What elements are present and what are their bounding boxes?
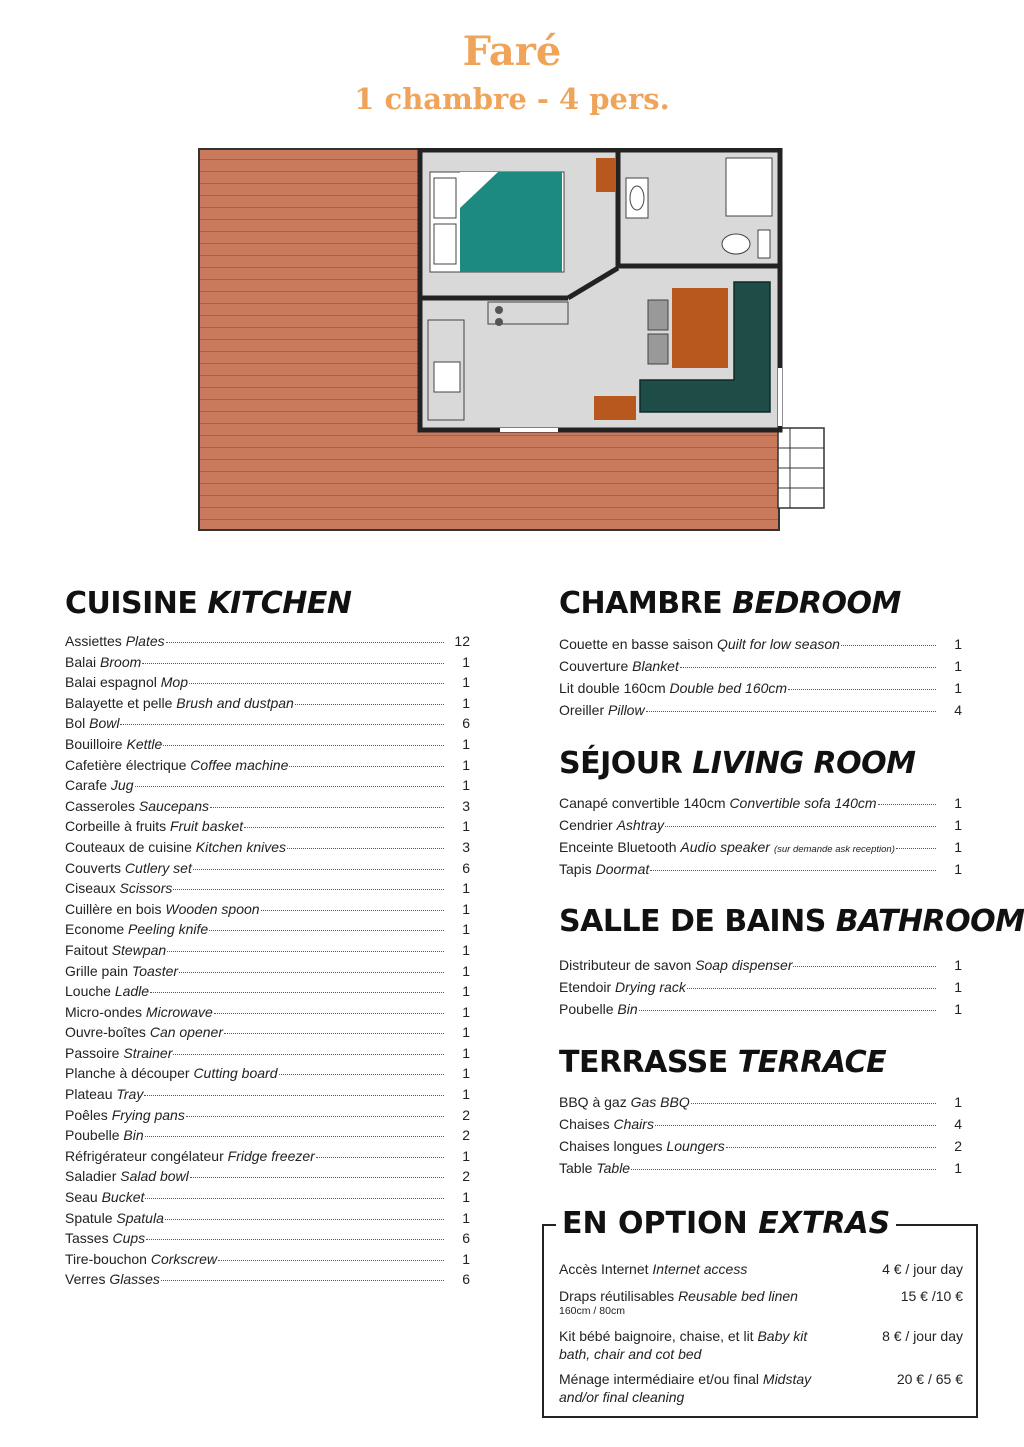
- dot-leader: [224, 1032, 444, 1034]
- item-label-en: Frying pans: [111, 1106, 185, 1123]
- dot-leader: [295, 703, 444, 705]
- extras-price: 20 € / 65 €: [896, 1371, 963, 1387]
- item-note: (sur demande ask reception): [773, 844, 895, 855]
- item-quantity: 1: [462, 1024, 470, 1041]
- item-label-fr: Etendoir: [559, 979, 612, 995]
- item-label-fr: Lit double 160cm: [559, 680, 666, 696]
- dot-leader: [167, 950, 444, 952]
- item-quantity: 1: [954, 658, 962, 674]
- terrace-title-en: TERRACE: [737, 1045, 887, 1080]
- item-quantity: 1: [954, 839, 962, 855]
- item-label-fr: Réfrigérateur congélateur: [65, 1147, 224, 1164]
- item-quantity: 1: [462, 818, 470, 835]
- item-label-fr: Corbeille à fruits: [65, 818, 167, 835]
- list-item: [65, 734, 470, 755]
- item-label-fr: Cafetière électrique: [65, 756, 187, 773]
- kitchen-title-en: KITCHEN: [207, 586, 352, 621]
- bathroom-title-fr: SALLE DE BAINS: [559, 904, 826, 939]
- item-quantity: 1: [954, 861, 962, 877]
- dot-leader: [163, 744, 444, 746]
- item-label-fr: Bouilloire: [65, 735, 123, 752]
- item-quantity: 1: [954, 795, 962, 811]
- list-item: [65, 1208, 470, 1229]
- item-label-en: Cutting board: [193, 1065, 278, 1082]
- dot-leader: [650, 869, 936, 871]
- item-quantity: 1: [954, 1094, 962, 1110]
- item-quantity: 2: [462, 1168, 470, 1185]
- dot-leader: [186, 1115, 444, 1117]
- item-label-fr: Saladier: [65, 1168, 117, 1185]
- list-item: [559, 998, 962, 1020]
- list-item: [65, 1002, 470, 1023]
- bathroom-list: [559, 954, 962, 1020]
- extras-price: 8 € / jour day: [882, 1328, 963, 1344]
- item-label-en: Gas BBQ: [630, 1094, 690, 1110]
- item-quantity: 1: [462, 674, 470, 691]
- item-label-fr: Passoire: [65, 1044, 120, 1061]
- dot-leader: [680, 666, 936, 668]
- item-label-en: Loungers: [666, 1138, 725, 1154]
- item-quantity: 1: [462, 653, 470, 670]
- item-quantity: 1: [954, 957, 962, 973]
- list-item: [65, 940, 470, 961]
- dot-leader: [193, 868, 444, 870]
- item-label-en: Toaster: [131, 962, 179, 979]
- item-quantity: 1: [462, 1086, 470, 1103]
- item-label-en: Scissors: [119, 880, 173, 897]
- dot-leader: [691, 1102, 936, 1104]
- living-title: [559, 746, 915, 781]
- dot-leader: [150, 991, 444, 993]
- bedroom-title-en: BEDROOM: [732, 586, 901, 621]
- item-label-fr: Tire-bouchon: [65, 1250, 147, 1267]
- item-label-en: Corkscrew: [150, 1250, 217, 1267]
- item-label-en: Salad bowl: [120, 1168, 189, 1185]
- item-label-fr: BBQ à gaz: [559, 1094, 627, 1110]
- extras-price: 15 € /10 €: [900, 1288, 963, 1304]
- item-label-en: Kitchen knives: [195, 838, 287, 855]
- item-label-fr: Micro-ondes: [65, 1003, 143, 1020]
- dot-leader: [655, 1124, 936, 1126]
- item-label-en: Fridge freezer: [227, 1147, 315, 1164]
- item-label-fr: Econome: [65, 921, 125, 938]
- item-label-en: Convertible sofa 140cm: [729, 795, 877, 811]
- dot-leader: [173, 1053, 444, 1055]
- list-item: [559, 633, 962, 655]
- dot-leader: [146, 1238, 444, 1240]
- item-label-fr: Ouvre-boîtes: [65, 1024, 146, 1041]
- item-label-fr: Cuillère en bois: [65, 900, 162, 917]
- item-label-en: Wooden spoon: [165, 900, 260, 917]
- list-item: [65, 1228, 470, 1249]
- item-label-en: Quilt for low season: [717, 636, 840, 652]
- kitchen-list: [65, 631, 470, 1290]
- dot-leader: [289, 765, 444, 767]
- dot-leader: [631, 1168, 936, 1170]
- dot-leader: [173, 888, 444, 890]
- item-quantity: 1: [462, 756, 470, 773]
- item-label-en: Doormat: [595, 861, 650, 877]
- list-item: [65, 1146, 470, 1167]
- item-quantity: 1: [462, 962, 470, 979]
- living-list: [559, 792, 962, 880]
- item-label-en: Kettle: [126, 735, 163, 752]
- item-label-en: Stewpan: [111, 941, 167, 958]
- item-label-en: Microwave: [145, 1003, 213, 1020]
- item-label-en: Spatula: [116, 1209, 164, 1226]
- item-label-fr: Cendrier: [559, 817, 613, 833]
- list-item: [559, 699, 962, 721]
- item-label-fr: Planche à découper: [65, 1065, 190, 1082]
- list-item: [65, 1022, 470, 1043]
- dot-leader: [639, 1009, 936, 1011]
- list-item: [65, 796, 470, 817]
- list-item: [65, 693, 470, 714]
- item-label-en: Brush and dustpan: [176, 694, 294, 711]
- list-item: [65, 878, 470, 899]
- item-label-en: Soap dispenser: [695, 957, 793, 973]
- dot-leader: [896, 847, 936, 849]
- dot-leader: [214, 1012, 444, 1014]
- list-item: [559, 954, 962, 976]
- terrace-list: [559, 1091, 962, 1179]
- item-quantity: 1: [462, 921, 470, 938]
- dot-leader: [145, 1197, 444, 1199]
- list-item: [559, 1135, 962, 1157]
- dot-leader: [244, 826, 444, 828]
- item-label-en: Jug: [110, 777, 134, 794]
- item-label-fr: Couette en basse saison: [559, 636, 714, 652]
- item-label-fr: Ciseaux: [65, 880, 116, 897]
- item-quantity: 6: [462, 859, 470, 876]
- item-label-fr: Couverts: [65, 859, 122, 876]
- item-label-en: Ashtray: [616, 817, 665, 833]
- list-item: [65, 816, 470, 837]
- item-label-fr: Poubelle: [65, 1127, 120, 1144]
- list-item: [65, 961, 470, 982]
- list-item: [65, 631, 470, 652]
- dot-leader: [841, 644, 936, 646]
- item-quantity: 6: [462, 715, 470, 732]
- dot-leader: [142, 662, 444, 664]
- item-quantity: 2: [954, 1138, 962, 1154]
- item-quantity: 3: [462, 797, 470, 814]
- list-item: [65, 652, 470, 673]
- dot-leader: [646, 710, 936, 712]
- item-label-en: Fruit basket: [170, 818, 244, 835]
- dot-leader: [190, 1176, 444, 1178]
- living-title-en: LIVING ROOM: [692, 746, 916, 781]
- list-item: [559, 1113, 962, 1135]
- item-quantity: 1: [462, 694, 470, 711]
- item-quantity: 1: [462, 1189, 470, 1206]
- item-quantity: 1: [954, 680, 962, 696]
- item-label-fr: Poêles: [65, 1106, 108, 1123]
- list-item: [559, 814, 962, 836]
- list-item: [559, 792, 962, 814]
- item-label-fr: Distributeur de savon: [559, 957, 692, 973]
- item-label-fr: Grille pain: [65, 962, 129, 979]
- page-subtitle: 1 chambre - 4 pers.: [354, 82, 670, 116]
- item-quantity: 1: [462, 1044, 470, 1061]
- item-quantity: 2: [462, 1106, 470, 1123]
- item-label-en: Mop: [160, 674, 188, 691]
- terrace-title-fr: TERRASSE: [559, 1045, 728, 1080]
- item-label-fr: Faitout: [65, 941, 108, 958]
- item-quantity: 1: [462, 777, 470, 794]
- item-quantity: 4: [954, 702, 962, 718]
- list-item: [65, 858, 470, 879]
- kitchen-title: [65, 586, 351, 621]
- item-label-fr: Balai: [65, 653, 97, 670]
- list-item: [559, 677, 962, 699]
- item-label-fr: Tapis: [559, 861, 592, 877]
- item-label-en: Broom: [100, 653, 142, 670]
- extras-item: Draps réutilisables Reusable bed linen 160cm / 80cm 15 € /10 €: [559, 1288, 963, 1317]
- item-label-en: Bucket: [101, 1189, 145, 1206]
- item-label-en: Audio speaker: [680, 839, 770, 855]
- item-label-en: Glasses: [109, 1271, 160, 1288]
- list-item: [65, 1249, 470, 1270]
- item-label-fr: Louche: [65, 983, 111, 1000]
- item-quantity: 1: [462, 941, 470, 958]
- list-item: [65, 837, 470, 858]
- item-label-en: Cups: [112, 1230, 146, 1247]
- item-label-en: Chairs: [613, 1116, 654, 1132]
- dot-leader: [687, 987, 936, 989]
- item-label-en: Saucepans: [138, 797, 209, 814]
- item-label-fr: Chaises: [559, 1116, 610, 1132]
- dot-leader: [788, 688, 936, 690]
- item-quantity: 1: [462, 900, 470, 917]
- item-label-fr: Spatule: [65, 1209, 113, 1226]
- item-quantity: 12: [454, 633, 470, 649]
- dot-leader: [144, 1094, 444, 1096]
- extras-title: [556, 1206, 896, 1241]
- item-label-en: Table: [596, 1160, 631, 1176]
- item-label-fr: Oreiller: [559, 702, 605, 718]
- extras-item: Kit bébé baignoire, chaise, et lit Baby kit bath, chair and cot bed 8 € / jour day: [559, 1328, 963, 1362]
- item-label-en: Plates: [125, 633, 165, 649]
- item-label-fr: Bol: [65, 715, 86, 732]
- extras-price: 4 € / jour day: [882, 1261, 963, 1277]
- item-quantity: 3: [462, 838, 470, 855]
- dot-leader: [878, 803, 936, 805]
- list-item: [65, 713, 470, 734]
- item-quantity: 1: [462, 1209, 470, 1226]
- item-quantity: 1: [462, 1065, 470, 1082]
- item-quantity: 6: [462, 1271, 470, 1288]
- item-label-fr: Seau: [65, 1189, 98, 1206]
- list-item: [65, 1125, 470, 1146]
- extras-title-en: EXTRAS: [758, 1206, 891, 1241]
- item-label-en: Drying rack: [615, 979, 686, 995]
- dot-leader: [726, 1146, 936, 1148]
- item-quantity: 2: [462, 1127, 470, 1144]
- item-label-en: Coffee machine: [190, 756, 289, 773]
- dot-leader: [166, 641, 444, 643]
- item-label-en: Bin: [123, 1127, 144, 1144]
- item-label-en: Can opener: [149, 1024, 223, 1041]
- item-label-fr: Carafe: [65, 777, 108, 794]
- dot-leader: [316, 1156, 444, 1158]
- item-label-fr: Poubelle: [559, 1001, 614, 1017]
- list-item: [65, 1269, 470, 1290]
- dot-leader: [161, 1279, 444, 1281]
- item-quantity: 1: [954, 636, 962, 652]
- item-label-en: Cutlery set: [124, 859, 192, 876]
- extras-item: Ménage intermédiaire et/ou final Midstay and/or final cleaning 20 € / 65 €: [559, 1371, 963, 1405]
- list-item: [65, 919, 470, 940]
- item-label-en: Tray: [116, 1086, 144, 1103]
- item-label-fr: Enceinte Bluetooth: [559, 839, 677, 855]
- dot-leader: [120, 723, 444, 725]
- item-quantity: 6: [462, 1230, 470, 1247]
- dot-leader: [179, 971, 444, 973]
- item-label-fr: Casseroles: [65, 797, 136, 814]
- list-item: [559, 858, 962, 880]
- item-label-fr: Chaises longues: [559, 1138, 663, 1154]
- item-quantity: 1: [954, 1001, 962, 1017]
- floor-plan: [198, 148, 826, 532]
- dot-leader: [165, 1218, 444, 1220]
- item-label-fr: Couverture: [559, 658, 629, 674]
- item-label-fr: Canapé convertible 140cm: [559, 795, 726, 811]
- dot-leader: [279, 1073, 445, 1075]
- list-item: [559, 655, 962, 677]
- dot-leader: [189, 682, 444, 684]
- item-label-en: Ladle: [114, 983, 150, 1000]
- item-quantity: 1: [462, 735, 470, 752]
- bathroom-title-en: BATHROOM: [835, 904, 1024, 939]
- extras-item: Accès Internet Internet access 4 € / jour day: [559, 1261, 963, 1277]
- item-label-en: Blanket: [632, 658, 679, 674]
- list-item: [65, 899, 470, 920]
- item-label-fr: Tasses: [65, 1230, 109, 1247]
- item-label-en: Double bed 160cm: [669, 680, 788, 696]
- item-label-en: Pillow: [608, 702, 645, 718]
- item-label-fr: Plateau: [65, 1086, 113, 1103]
- item-label-en: Strainer: [123, 1044, 173, 1061]
- stairs: [778, 428, 824, 508]
- dot-leader: [793, 965, 936, 967]
- item-label-fr: Balai espagnol: [65, 674, 157, 691]
- bedroom-list: [559, 633, 962, 721]
- item-label-fr: Table: [559, 1160, 593, 1176]
- item-label-fr: Verres: [65, 1271, 106, 1288]
- dining-table: [672, 288, 728, 368]
- list-item: [559, 1157, 962, 1179]
- dot-leader: [210, 806, 444, 808]
- item-label-en: Peeling knife: [128, 921, 209, 938]
- list-item: [65, 755, 470, 776]
- item-quantity: 4: [954, 1116, 962, 1132]
- item-quantity: 1: [462, 1250, 470, 1267]
- dot-leader: [665, 825, 936, 827]
- list-item: [559, 1091, 962, 1113]
- list-item: [65, 1084, 470, 1105]
- item-quantity: 1: [954, 1160, 962, 1176]
- item-label-fr: Balayette et pelle: [65, 694, 173, 711]
- list-item: [65, 1105, 470, 1126]
- dot-leader: [209, 929, 444, 931]
- bedroom-title-fr: CHAMBRE: [559, 586, 723, 621]
- terrace-title: [559, 1045, 886, 1080]
- item-quantity: 1: [954, 979, 962, 995]
- list-item: [65, 775, 470, 796]
- item-label-en: Bowl: [89, 715, 120, 732]
- page-title: Faré: [462, 28, 562, 75]
- item-quantity: 1: [462, 880, 470, 897]
- dot-leader: [218, 1259, 444, 1261]
- item-quantity: 1: [462, 983, 470, 1000]
- item-quantity: 1: [462, 1003, 470, 1020]
- living-title-fr: SÉJOUR: [559, 746, 683, 781]
- list-item: [65, 1063, 470, 1084]
- item-label-fr: Couteaux de cuisine: [65, 838, 192, 855]
- list-item: [65, 981, 470, 1002]
- bathroom-title: [559, 904, 1024, 939]
- extras-title-fr: EN OPTION: [562, 1206, 748, 1241]
- list-item: [65, 1187, 470, 1208]
- kitchen-title-fr: CUISINE: [65, 586, 198, 621]
- list-item: [65, 672, 470, 693]
- item-quantity: 1: [954, 817, 962, 833]
- bedroom-title: [559, 586, 901, 621]
- item-quantity: 1: [462, 1147, 470, 1164]
- list-item: [559, 836, 962, 858]
- dot-leader: [145, 1135, 444, 1137]
- list-item: [65, 1166, 470, 1187]
- dot-leader: [287, 847, 444, 849]
- list-item: [65, 1043, 470, 1064]
- dot-leader: [135, 785, 445, 787]
- list-item: [559, 976, 962, 998]
- item-label-en: Bin: [617, 1001, 638, 1017]
- dot-leader: [261, 909, 444, 911]
- item-label-fr: Assiettes: [65, 633, 122, 649]
